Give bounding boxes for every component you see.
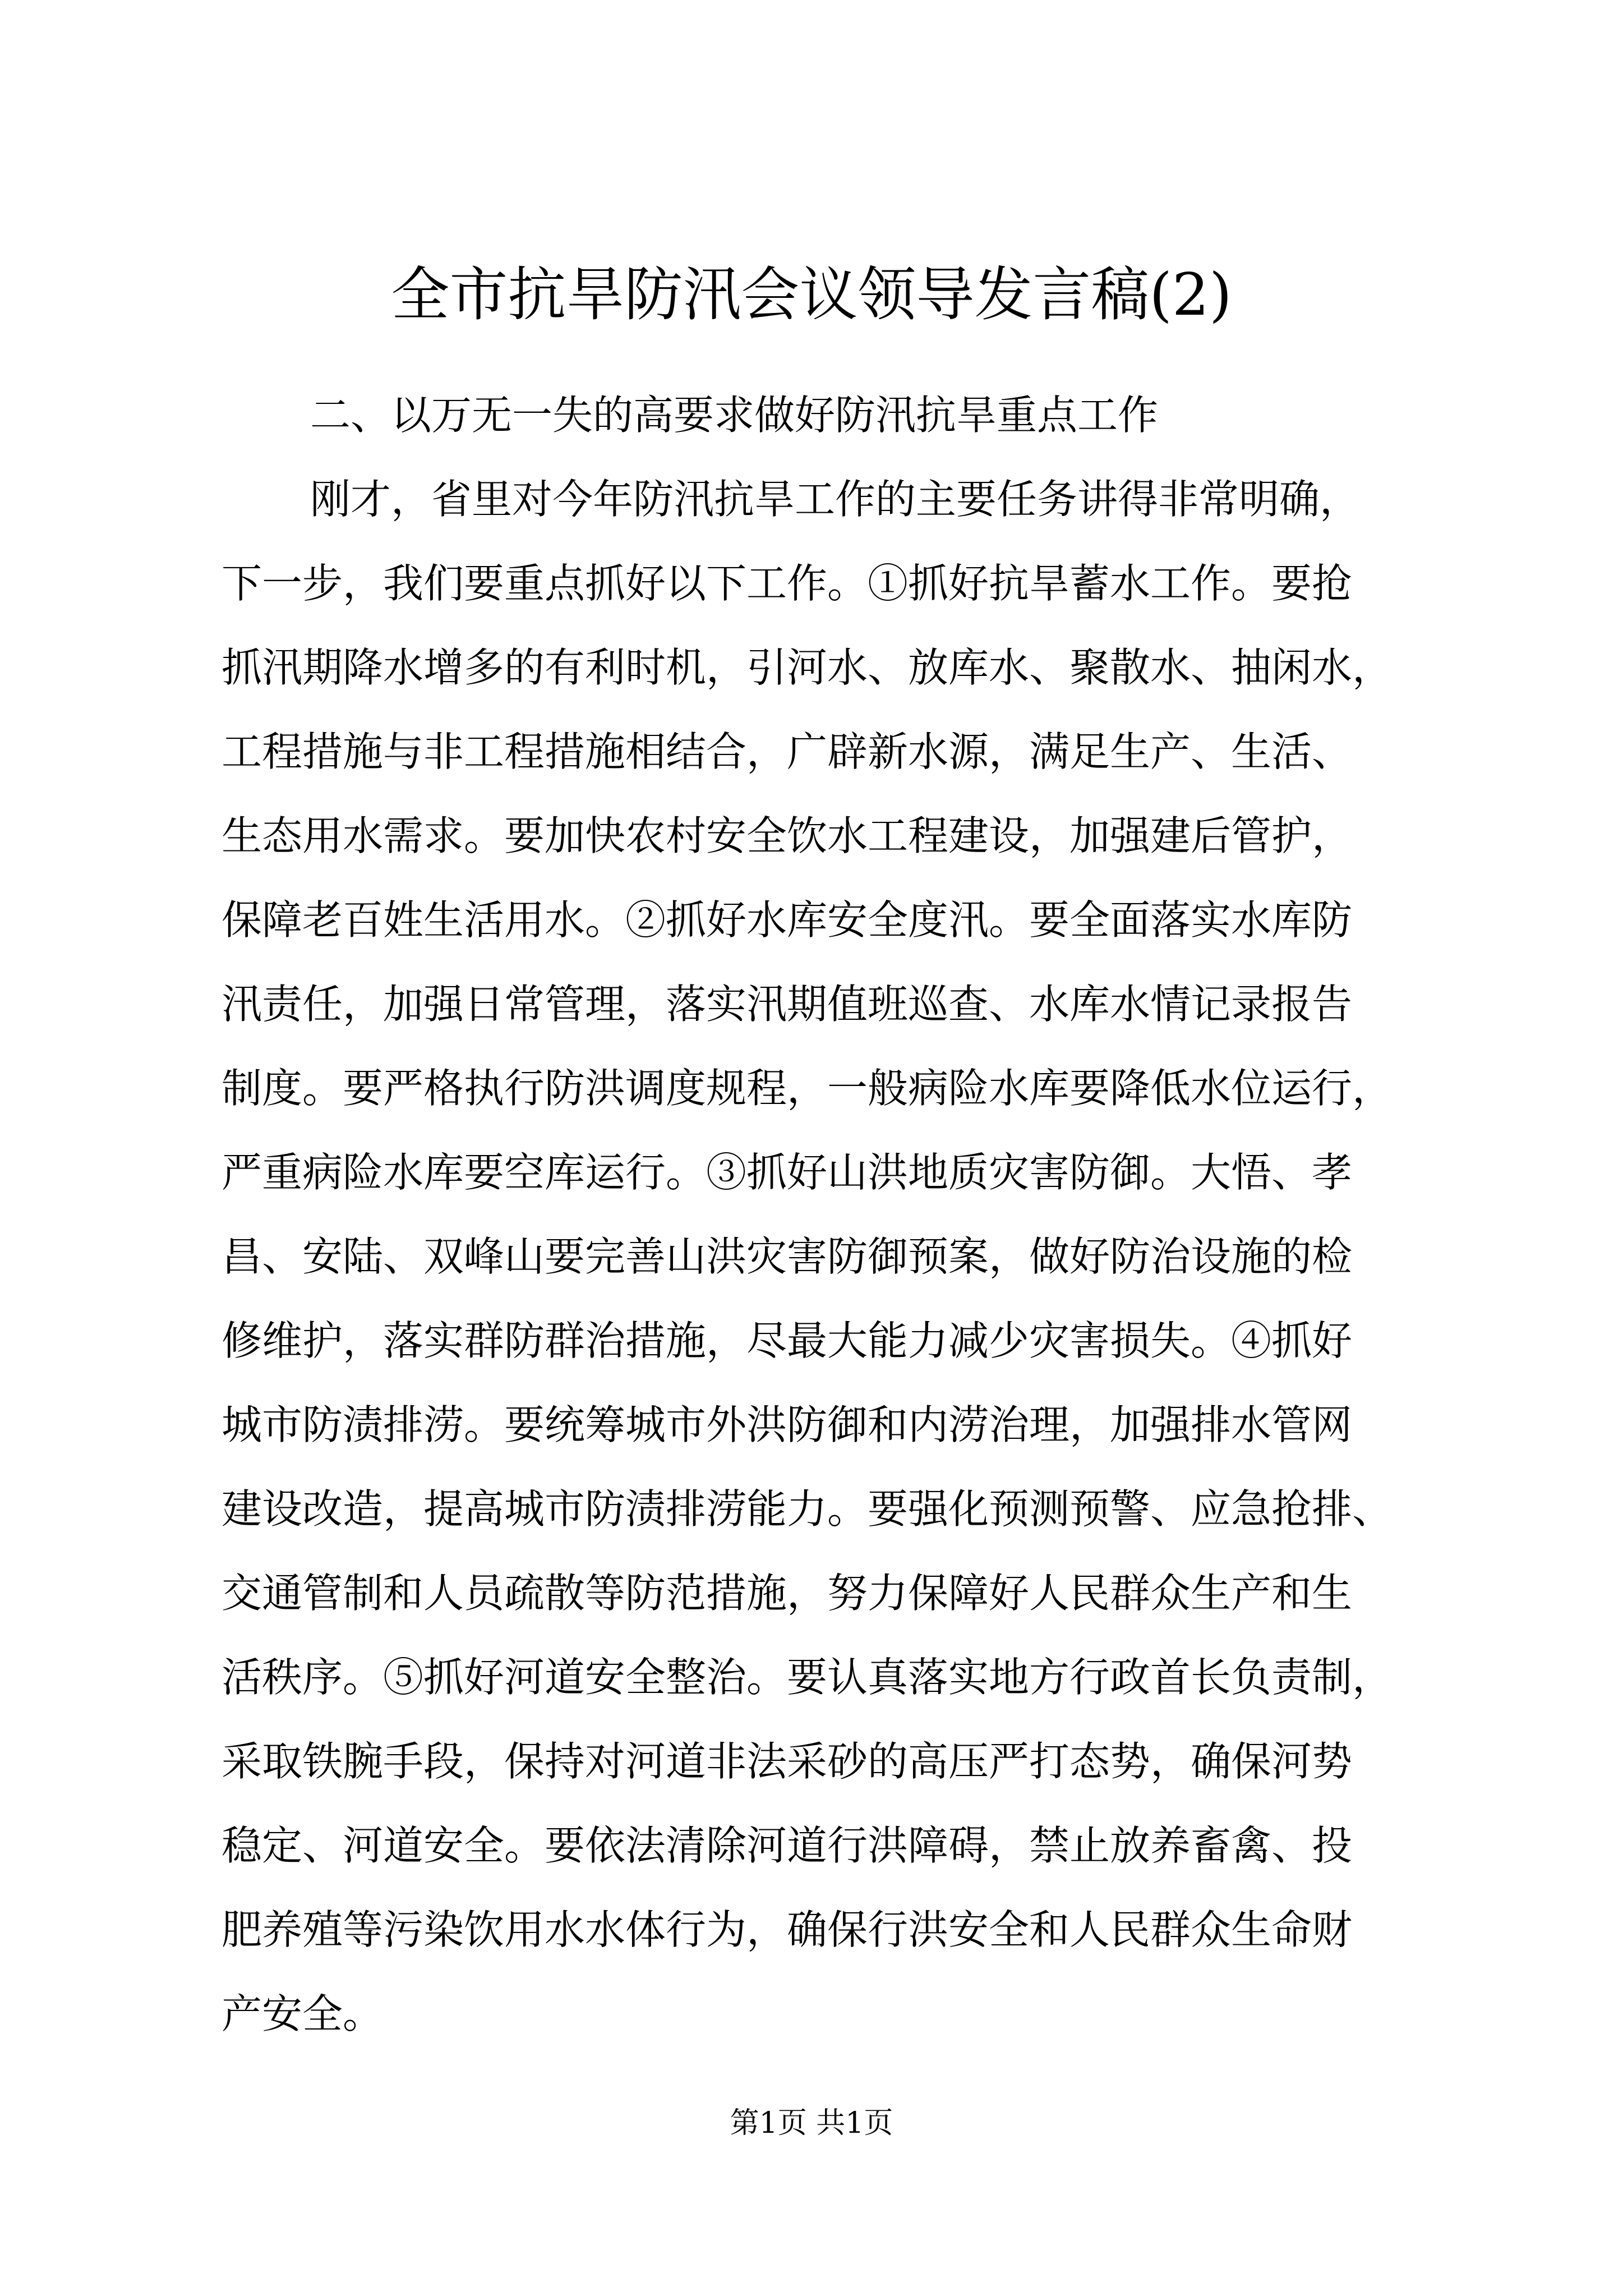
body-line: 严重病险水库要空库运行。③抓好山洪地质灾害防御。大悟、孝 (222, 1149, 1353, 1196)
body-line: 修维护，落实群防群治措施，尽最大能力减少灾害损失。④抓好 (222, 1317, 1353, 1364)
body-line: 昌、安陆、双峰山要完善山洪灾害防御预案，做好防治设施的检 (222, 1233, 1353, 1280)
body-line: 生态用水需求。要加快农村安全饮水工程建设，加强建后管护， (222, 812, 1353, 859)
body-line: 活秩序。⑤抓好河道安全整治。要认真落实地方行政首长负责制， (222, 1654, 1393, 1701)
body-line: 产安全。 (222, 1990, 384, 2037)
body-line: 抓汛期降水增多的有利时机，引河水、放库水、聚散水、抽闲水， (222, 644, 1393, 691)
body-line: 交通管制和人员疏散等防范措施，努力保障好人民群众生产和生 (222, 1570, 1353, 1617)
body-line: 肥养殖等污染饮用水水体行为，确保行洪安全和人民群众生命财 (222, 1906, 1353, 1953)
body-line: 采取铁腕手段，保持对河道非法采砂的高压严打态势，确保河势 (222, 1738, 1353, 1785)
body-line: 建设改造，提高城市防渍排涝能力。要强化预测预警、应急抢排、 (222, 1485, 1393, 1533)
body-line: 城市防渍排涝。要统筹城市外洪防御和内涝治理，加强排水管网 (222, 1401, 1353, 1448)
body-line: 下一步，我们要重点抓好以下工作。①抓好抗旱蓄水工作。要抢 (222, 560, 1353, 607)
body-line: 工程措施与非工程措施相结合，广辟新水源，满足生产、生活、 (222, 728, 1353, 775)
body-line: 汛责任，加强日常管理，落实汛期值班巡查、水库水情记录报告 (222, 981, 1353, 1028)
document-title: 全市抗旱防汛会议领导发言稿(2) (391, 260, 1232, 329)
page-footer: 第1页 共1页 (730, 2106, 893, 2140)
body-line: 稳定、河道安全。要依法清除河道行洪障碍，禁止放养畜禽、投 (222, 1822, 1353, 1869)
section-heading: 二、以万无一失的高要求做好防汛抗旱重点工作 (310, 392, 1159, 439)
body-line: 刚才，省里对今年防汛抗旱工作的主要任务讲得非常明确， (310, 476, 1361, 523)
body-line: 制度。要严格执行防洪调度规程，一般病险水库要降低水位运行， (222, 1065, 1393, 1112)
body-line: 保障老百姓生活用水。②抓好水库安全度汛。要全面落实水库防 (222, 896, 1353, 944)
